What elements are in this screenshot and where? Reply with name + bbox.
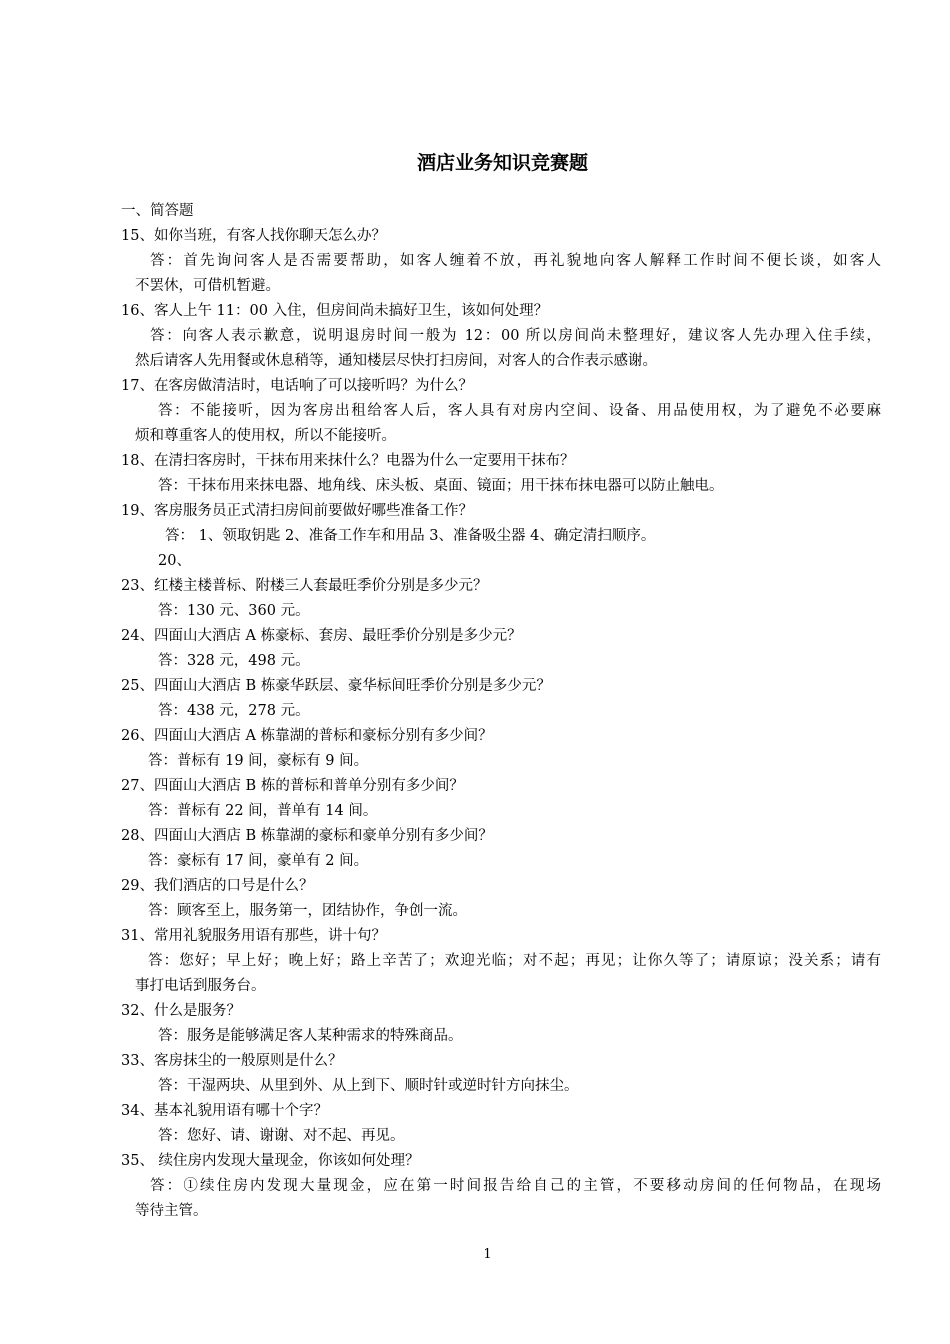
- text-line: 答：首先询问客人是否需要帮助，如客人缠着不放，再礼貌地向客人解释工作时间不便长谈，如客人: [150, 253, 881, 269]
- text-line: 16、客人上午 11：00 入住，但房间尚未搞好卫生，该如何处理？: [121, 303, 549, 319]
- text-line: 事打电话到服务台。: [135, 978, 266, 994]
- text-line: 答：服务是能够满足客人某种需求的特殊商品。: [158, 1028, 463, 1044]
- text-line: 答：向客人表示歉意，说明退房时间一般为 12：00 所以房间尚未整理好，建议客人先办理入住手续，: [150, 328, 881, 344]
- text-line: 一、简答题: [121, 203, 194, 219]
- text-line: 答：豪标有 17 间，豪单有 2 间。: [148, 853, 369, 869]
- text-line: 34、基本礼貌用语有哪十个字？: [121, 1103, 328, 1119]
- text-line: 答：328 元，498 元。: [158, 653, 310, 669]
- document-body: [121, 199, 881, 1224]
- text-line: 15、如你当班，有客人找你聊天怎么办？: [121, 228, 386, 244]
- text-line: 答：干湿两块、从里到外、从上到下、顺时针或逆时针方向抹尘。: [158, 1078, 579, 1094]
- text-line: 25、四面山大酒店 B 栋豪华跃层、豪华标间旺季价分别是多少元？: [121, 678, 551, 694]
- text-line: 24、四面山大酒店 A 栋豪标、套房、最旺季价分别是多少元？: [121, 628, 522, 644]
- text-line: 答： 1、领取钥匙 2、准备工作车和用品 3、准备吸尘器 4、确定清扫顺序。: [165, 528, 656, 544]
- text-line: 33、客房抹尘的一般原则是什么？: [121, 1053, 343, 1069]
- text-line: 答：顾客至上，服务第一，团结协作，争创一流。: [148, 903, 467, 919]
- text-line: 答：①续住房内发现大量现金，应在第一时间报告给自己的主管，不要移动房间的任何物品，在现场: [150, 1178, 881, 1194]
- text-line: 18、在清扫客房时，干抹布用来抹什么？电器为什么一定要用干抹布？: [121, 453, 575, 469]
- text-line: 答：干抹布用来抹电器、地角线、床头板、桌面、镜面；用干抹布抹电器可以防止触电。: [158, 478, 724, 494]
- text-line: 26、四面山大酒店 A 栋靠湖的普标和豪标分别有多少间？: [121, 728, 493, 744]
- text-line: 不罢休，可借机暂避。: [135, 278, 280, 294]
- text-line: 29、我们酒店的口号是什么？: [121, 878, 314, 894]
- text-line: 19、客房服务员正式清扫房间前要做好哪些准备工作？: [121, 503, 473, 519]
- page-title: 酒店业务知识竞赛题: [416, 152, 588, 174]
- text-line: 答：130 元、360 元。: [158, 603, 310, 619]
- text-line: 23、红楼主楼普标、附楼三人套最旺季价分别是多少元？: [121, 578, 488, 594]
- text-line: 答：438 元，278 元。: [158, 703, 310, 719]
- text-line: 31、常用礼貌服务用语有那些，讲十句？: [121, 928, 386, 944]
- text-line: 20、: [158, 553, 191, 569]
- page-number: 1: [483, 1247, 492, 1262]
- text-line: 28、四面山大酒店 B 栋靠湖的豪标和豪单分别有多少间？: [121, 828, 493, 844]
- text-line: 烦和尊重客人的使用权，所以不能接听。: [135, 428, 396, 444]
- text-line: 然后请客人先用餐或休息稍等，通知楼层尽快打扫房间，对客人的合作表示感谢。: [135, 353, 657, 369]
- text-line: 答：普标有 19 间，豪标有 9 间。: [148, 753, 369, 769]
- text-line: 答：您好、请、谢谢、对不起、再见。: [158, 1128, 405, 1144]
- text-line: 32、什么是服务？: [121, 1003, 241, 1019]
- text-line: 等待主管。: [135, 1203, 208, 1219]
- text-line: 17、在客房做清洁时，电话响了可以接听吗？为什么？: [121, 378, 473, 394]
- text-line: 答：您好；早上好；晚上好；路上辛苦了；欢迎光临；对不起；再见；让你久等了；请原谅；没关系；请有: [148, 953, 881, 969]
- text-line: 答：不能接听，因为客房出租给客人后，客人具有对房内空间、设备、用品使用权，为了避免不必要麻: [158, 403, 881, 419]
- text-line: 35、 续住房内发现大量现金，你该如何处理？: [121, 1153, 420, 1169]
- text-line: 答：普标有 22 间，普单有 14 间。: [148, 803, 378, 819]
- text-line: 27、四面山大酒店 B 栋的普标和普单分别有多少间？: [121, 778, 464, 794]
